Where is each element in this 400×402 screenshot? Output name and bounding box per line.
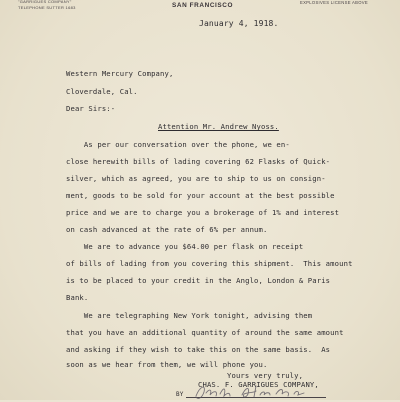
body-line: of bills of lading from you covering this shipment. This amount [66, 259, 353, 268]
body-line: We are to advance you $64.00 per flask on receipt [66, 242, 304, 251]
recipient-name: Western Mercury Company, [66, 69, 174, 78]
body-line: soon as we hear from them, we will phone you. [66, 360, 268, 369]
body-line: We are telegraphing New York tonight, advising them [66, 311, 313, 320]
body-line: on cash advanced at the rate of 6% per annum. [66, 225, 268, 234]
closing: Yours very truly, [227, 371, 304, 380]
body-line: and asking if they wish to take this on the same basis. As [66, 345, 331, 354]
body-line: Bank. [66, 293, 89, 302]
body-line: silver, which as agreed, you are to ship to us on consign- [66, 174, 326, 183]
recipient-location: Cloverdale, Cal. [66, 87, 138, 96]
by-label: BY [176, 391, 184, 398]
letterhead-cable: "GARRIGUES COMPANY" [18, 0, 72, 4]
letterhead-telephone: TELEPHONE SUTTER 1683 [18, 5, 76, 10]
body-line: that you have an additional quantity of around the same amount [66, 328, 344, 337]
body-line: close herewith bills of lading covering 62 Flasks of Quick- [66, 157, 331, 166]
letterhead-license: EXPLOSIVES LICENSE ABOVE [300, 0, 368, 5]
body-line: is to be placed to your credit in the Anglo, London & Paris [66, 276, 331, 285]
letterhead-contact [18, 0, 76, 11]
attention-line: Attention Mr. Andrew Nyoss. [158, 122, 279, 131]
body-line: As per our conversation over the phone, we en- [66, 140, 290, 149]
salutation: Dear Sirs:- [66, 104, 116, 113]
body-line: price and we are to charge you a brokerage of 1% and interest [66, 208, 340, 217]
handwritten-signature [190, 382, 330, 402]
letter-date: January 4, 1918. [199, 19, 279, 28]
company-signature-block: CHAS. F. GARRIGUES COMPANY, [198, 380, 319, 389]
letterhead-city: SAN FRANCISCO [172, 2, 234, 9]
body-line: ment, goods to be sold for your account at the best possible [66, 191, 335, 200]
